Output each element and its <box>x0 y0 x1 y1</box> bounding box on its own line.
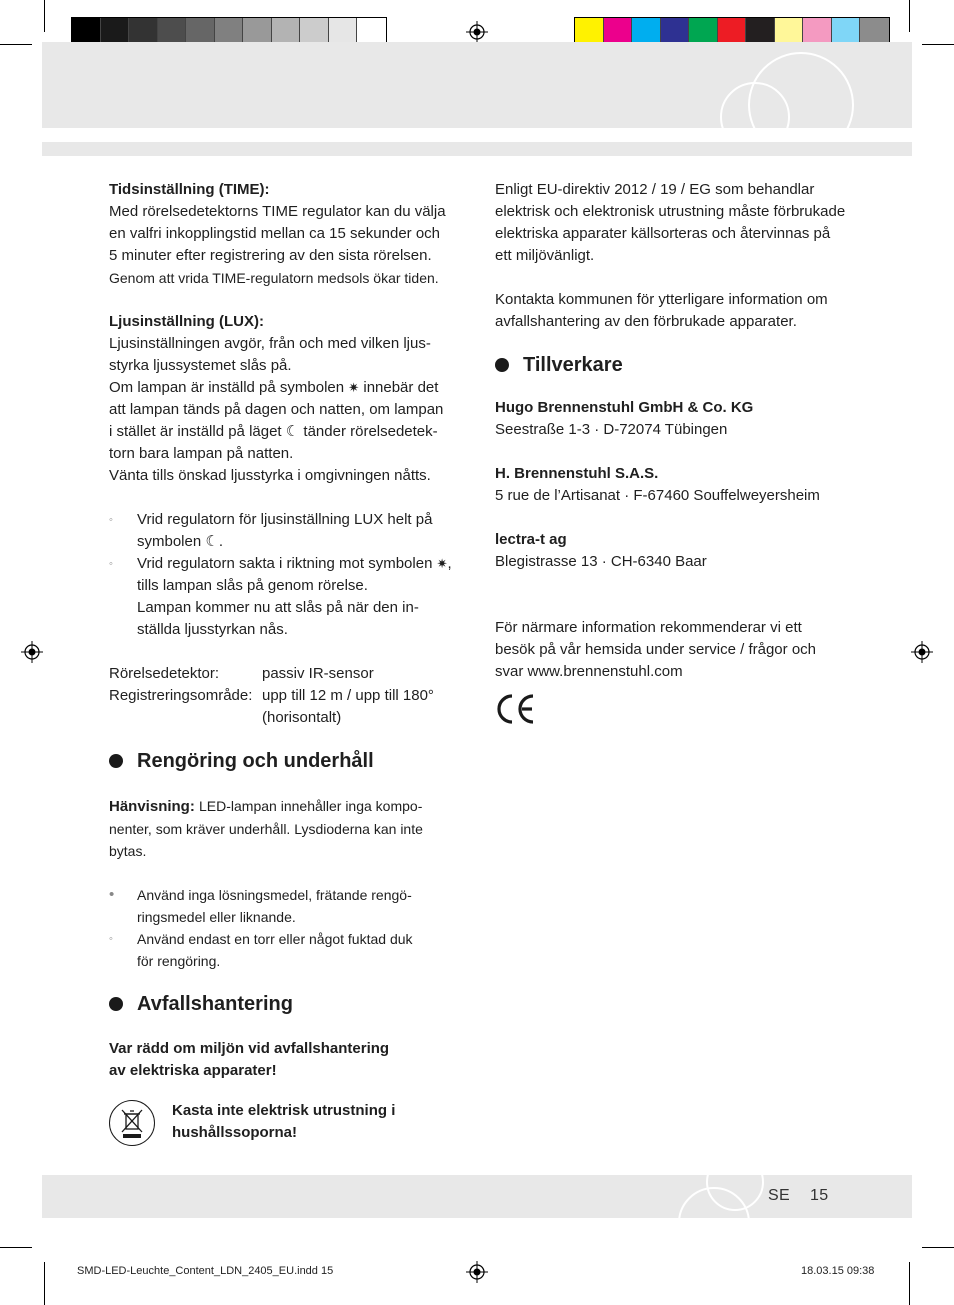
heading-bullet-icon <box>495 358 509 372</box>
weee-text: hushållssoporna! <box>172 1124 298 1141</box>
note-text: nenter, som kräver underhåll. Lysdioderna kan inte <box>109 821 423 837</box>
lux-heading: Ljusinställning (LUX): <box>109 313 264 330</box>
waste-emphasis: av elektriska apparater! <box>109 1062 277 1079</box>
section-heading: Tillverkare <box>495 353 865 377</box>
company-address: Blegistrasse 13 · CH-6340 Baar <box>495 553 707 570</box>
moon-icon: ☾ <box>205 533 219 550</box>
list-item: • Använd inga lösningsmedel, frätande rengö- ringsmedel eller liknande. <box>109 886 412 925</box>
section-heading: Avfallshantering <box>109 992 464 1016</box>
moon-icon: ☾ <box>285 423 300 440</box>
heading-bullet-icon <box>109 754 123 768</box>
registration-mark-icon <box>466 1261 488 1283</box>
company-address: Seestraße 1-3 · D-72074 Tübingen <box>495 421 728 438</box>
sun-icon: ✷ <box>348 380 360 395</box>
section-heading: Rengöring och underhåll <box>109 749 464 773</box>
weee-text: Kasta inte elektrisk utrustning i <box>172 1102 396 1119</box>
lux-text: styrka ljussystemet slås på. <box>109 357 292 374</box>
info-text: svar www.brennenstuhl.com <box>495 663 683 680</box>
time-text: 5 minuter efter registrering av den sista rörelsen. <box>109 247 432 264</box>
crop-mark <box>44 0 45 32</box>
company-name: H. Brennenstuhl S.A.S. <box>495 465 659 482</box>
crop-mark <box>922 1247 954 1248</box>
header-rule <box>42 142 912 156</box>
page-number: 15 <box>810 1187 829 1204</box>
spec-row: Registreringsområde: upp till 12 m / upp till 180° (horisontalt) <box>109 687 434 726</box>
registration-mark-icon <box>466 21 488 43</box>
bullet-icon: • <box>109 886 115 903</box>
crop-mark <box>922 44 954 45</box>
registration-mark-icon <box>911 641 933 663</box>
bullet-icon: ◦ <box>109 933 113 945</box>
registration-mark-icon <box>21 641 43 663</box>
crop-mark <box>0 1247 32 1248</box>
time-text: Med rörelsedetektorns TIME regulator kan du välja <box>109 203 446 220</box>
heading-bullet-icon <box>109 997 123 1011</box>
eu-text: Enligt EU-direktiv 2012 / 19 / EG som behandlar <box>495 181 815 198</box>
bullet-icon: ◦ <box>109 514 113 526</box>
lux-text: Ljusinställningen avgör, från och med vilken ljus- <box>109 335 431 352</box>
time-heading: Tidsinställning (TIME): <box>109 181 270 198</box>
note-text: bytas. <box>109 843 147 859</box>
sun-icon: ✷ <box>436 556 448 571</box>
eu-text: ett miljövänligt. <box>495 247 595 264</box>
crop-mark <box>44 1262 45 1305</box>
header-band <box>42 42 912 128</box>
info-text: För närmare information rekommenderar vi ett <box>495 619 802 636</box>
weee-crossed-bin-icon <box>109 1100 155 1146</box>
eu-text: elektrisk och elektronisk utrustning måste förbrukade <box>495 203 846 220</box>
contact-text: avfallshantering av den förbrukade apparater. <box>495 313 797 330</box>
company-address: 5 rue de l’Artisanat · F-67460 Souffelweyersheim <box>495 487 820 504</box>
info-text: besök på vår hemsida under service / frågor och <box>495 641 816 658</box>
lux-text: att lampan tänds på dagen och natten, om lampan <box>109 401 444 418</box>
left-column <box>109 179 464 1146</box>
date-stamp: 18.03.15 09:38 <box>801 1265 875 1277</box>
bullet-icon: ◦ <box>109 558 113 570</box>
spec-row: Rörelsedetektor: passiv IR-sensor <box>109 665 374 682</box>
crop-mark <box>909 1262 910 1305</box>
crop-mark <box>909 0 910 32</box>
crop-mark <box>0 44 32 45</box>
note-text: Hänvisning: LED-lampan innehåller inga kompo- <box>109 798 423 815</box>
right-column <box>495 179 865 732</box>
company-name: Hugo Brennenstuhl GmbH & Co. KG <box>495 399 754 416</box>
eu-text: elektriska apparater källsorteras och återvinnas på <box>495 225 831 242</box>
list-item: ◦ Vrid regulatorn sakta i riktning mot symbolen ✷, tills lampan slås på genom rörelse. Lampan kommer nu att slås på när den in- ställda ljusstyrkan nås. <box>109 555 452 638</box>
company-name: lectra-t ag <box>495 531 567 548</box>
list-item: ◦ Vrid regulatorn för ljusinställning LUX helt på symbolen ☾. <box>109 509 464 553</box>
lux-text: torn bara lampan på natten. <box>109 445 294 462</box>
lux-text: Om lampan är inställd på symbolen ✷ innebär det <box>109 377 464 399</box>
waste-emphasis: Var rädd om miljön vid avfallshantering <box>109 1040 390 1057</box>
ce-mark-icon <box>495 693 537 725</box>
lux-text: Vänta tills önskad ljusstyrka i omgivningen nåtts. <box>109 467 431 484</box>
list-item: ◦ Använd endast en torr eller något fuktad duk för rengöring. <box>109 928 464 972</box>
contact-text: Kontakta kommunen för ytterligare information om <box>495 291 828 308</box>
time-text: en valfri inkopplingstid mellan ca 15 sekunder och <box>109 225 441 242</box>
file-slug: SMD-LED-Leuchte_Content_LDN_2405_EU.indd 15 <box>77 1265 334 1277</box>
language-code: SE <box>768 1187 790 1204</box>
weee-notice <box>109 1100 464 1146</box>
lux-text: i stället är inställd på läget ☾ tänder rörelsedetek- <box>109 421 464 443</box>
time-text: Genom att vrida TIME-regulatorn medsols ökar tiden. <box>109 270 439 286</box>
